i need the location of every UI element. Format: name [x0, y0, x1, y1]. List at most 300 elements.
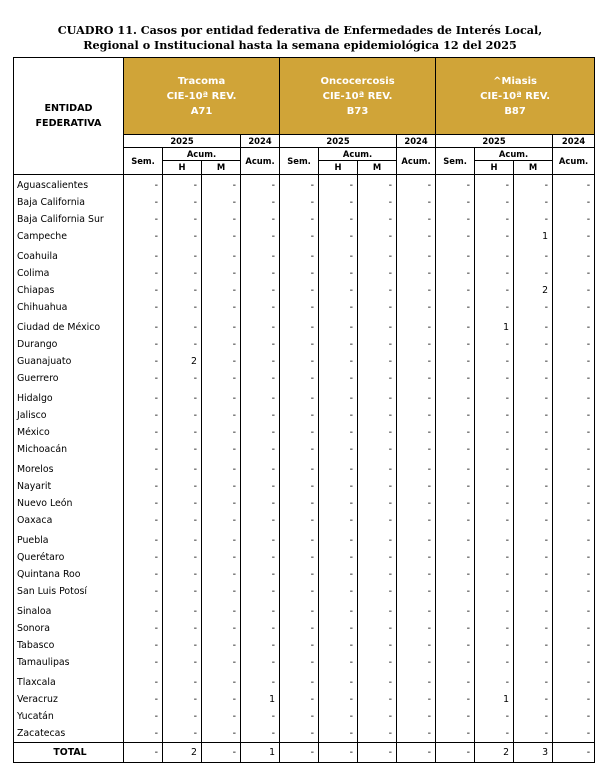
value-cell: -: [358, 512, 397, 529]
value-cell: -: [280, 674, 319, 691]
value-cell: 2: [163, 353, 202, 370]
value-cell: -: [475, 175, 514, 195]
value-cell: -: [319, 299, 358, 316]
value-cell: -: [280, 175, 319, 195]
value-cell: -: [163, 424, 202, 441]
value-cell: -: [280, 194, 319, 211]
entity-name: Puebla: [14, 532, 124, 549]
entity-name: Baja California Sur: [14, 211, 124, 228]
value-cell: -: [319, 674, 358, 691]
value-cell: -: [397, 424, 436, 441]
value-cell: -: [436, 654, 475, 671]
acum-header: Acum.: [397, 148, 436, 175]
value-cell: -: [436, 353, 475, 370]
value-cell: -: [124, 248, 163, 265]
disease-header-oncocercosis: [280, 58, 436, 135]
value-cell: -: [397, 336, 436, 353]
value-cell: -: [124, 265, 163, 282]
value-cell: -: [514, 461, 553, 478]
value-cell: -: [241, 299, 280, 316]
value-cell: -: [553, 583, 595, 600]
value-cell: -: [358, 708, 397, 725]
value-cell: -: [124, 512, 163, 529]
value-cell: -: [397, 228, 436, 245]
value-cell: -: [280, 512, 319, 529]
value-cell: -: [280, 549, 319, 566]
value-cell: -: [280, 265, 319, 282]
value-cell: -: [241, 583, 280, 600]
value-cell: -: [280, 532, 319, 549]
value-cell: -: [280, 461, 319, 478]
entity-name: Nayarit: [14, 478, 124, 495]
value-cell: -: [241, 228, 280, 245]
disease-code: B73: [346, 105, 369, 117]
table-row: [14, 299, 595, 316]
value-cell: -: [397, 603, 436, 620]
table-row: [14, 441, 595, 458]
value-cell: -: [358, 441, 397, 458]
value-cell: -: [202, 620, 241, 637]
value-cell: -: [241, 441, 280, 458]
value-cell: -: [436, 583, 475, 600]
entity-name: Querétaro: [14, 549, 124, 566]
value-cell: -: [553, 691, 595, 708]
value-cell: -: [202, 424, 241, 441]
value-cell: -: [241, 424, 280, 441]
value-cell: -: [514, 441, 553, 458]
value-cell: -: [397, 353, 436, 370]
value-cell: -: [319, 566, 358, 583]
value-cell: -: [319, 248, 358, 265]
value-cell: -: [358, 566, 397, 583]
entity-name: Guerrero: [14, 370, 124, 387]
value-cell: -: [436, 299, 475, 316]
value-cell: -: [202, 265, 241, 282]
value-cell: -: [241, 708, 280, 725]
table-row: [14, 353, 595, 370]
value-cell: -: [397, 461, 436, 478]
value-cell: -: [475, 211, 514, 228]
value-cell: -: [475, 708, 514, 725]
table-row: [14, 532, 595, 549]
value-cell: -: [397, 654, 436, 671]
value-cell: -: [280, 370, 319, 387]
m-header: M: [358, 161, 397, 175]
value-cell: -: [553, 674, 595, 691]
value-cell: -: [241, 211, 280, 228]
table-row: [14, 319, 595, 336]
year-2024-header: 2024: [397, 135, 436, 148]
value-cell: -: [124, 532, 163, 549]
value-cell: -: [124, 175, 163, 195]
value-cell: -: [436, 336, 475, 353]
table-row: [14, 461, 595, 478]
value-cell: -: [358, 691, 397, 708]
value-cell: -: [202, 603, 241, 620]
value-cell: -: [163, 336, 202, 353]
value-cell: -: [514, 319, 553, 336]
value-cell: -: [475, 566, 514, 583]
value-cell: -: [358, 654, 397, 671]
value-cell: -: [202, 407, 241, 424]
value-cell: -: [202, 512, 241, 529]
value-cell: -: [514, 495, 553, 512]
value-cell: -: [280, 691, 319, 708]
value-cell: -: [280, 390, 319, 407]
value-cell: -: [163, 248, 202, 265]
table-row: [14, 566, 595, 583]
value-cell: -: [553, 495, 595, 512]
disease-name: ^Miasis: [493, 75, 537, 87]
value-cell: -: [397, 512, 436, 529]
value-cell: -: [553, 299, 595, 316]
value-cell: -: [280, 407, 319, 424]
value-cell: -: [358, 725, 397, 743]
value-cell: -: [553, 175, 595, 195]
value-cell: -: [553, 353, 595, 370]
value-cell: -: [163, 495, 202, 512]
value-cell: -: [280, 336, 319, 353]
value-cell: -: [280, 566, 319, 583]
value-cell: -: [241, 637, 280, 654]
value-cell: -: [319, 461, 358, 478]
value-cell: -: [436, 211, 475, 228]
value-cell: -: [280, 441, 319, 458]
value-cell: -: [241, 532, 280, 549]
value-cell: -: [475, 725, 514, 743]
value-cell: -: [280, 495, 319, 512]
value-cell: -: [436, 441, 475, 458]
table-row: [14, 637, 595, 654]
value-cell: -: [241, 461, 280, 478]
value-cell: -: [319, 424, 358, 441]
value-cell: -: [397, 211, 436, 228]
value-cell: -: [397, 725, 436, 743]
value-cell: -: [436, 691, 475, 708]
value-cell: -: [124, 637, 163, 654]
value-cell: -: [163, 566, 202, 583]
value-cell: -: [163, 390, 202, 407]
value-cell: -: [397, 194, 436, 211]
value-cell: -: [241, 603, 280, 620]
value-cell: -: [358, 620, 397, 637]
m-header: M: [514, 161, 553, 175]
value-cell: -: [202, 299, 241, 316]
value-cell: -: [319, 441, 358, 458]
value-cell: -: [475, 353, 514, 370]
table-row: [14, 424, 595, 441]
value-cell: -: [514, 674, 553, 691]
value-cell: -: [319, 407, 358, 424]
value-cell: -: [475, 637, 514, 654]
value-cell: -: [553, 211, 595, 228]
value-cell: -: [358, 637, 397, 654]
value-cell: -: [241, 674, 280, 691]
value-cell: -: [124, 319, 163, 336]
total-value-cell: -: [553, 743, 595, 763]
value-cell: -: [358, 478, 397, 495]
value-cell: -: [397, 390, 436, 407]
entity-name: Quintana Roo: [14, 566, 124, 583]
value-cell: -: [514, 175, 553, 195]
value-cell: -: [436, 282, 475, 299]
value-cell: -: [124, 390, 163, 407]
value-cell: -: [358, 265, 397, 282]
value-cell: -: [202, 654, 241, 671]
value-cell: -: [202, 478, 241, 495]
value-cell: -: [202, 674, 241, 691]
value-cell: -: [514, 336, 553, 353]
value-cell: -: [163, 461, 202, 478]
value-cell: -: [319, 691, 358, 708]
value-cell: -: [163, 407, 202, 424]
value-cell: -: [553, 512, 595, 529]
value-cell: -: [163, 211, 202, 228]
value-cell: -: [202, 549, 241, 566]
value-cell: -: [163, 603, 202, 620]
value-cell: -: [241, 175, 280, 195]
h-header: H: [319, 161, 358, 175]
value-cell: -: [202, 282, 241, 299]
value-cell: -: [124, 211, 163, 228]
h-header: H: [163, 161, 202, 175]
value-cell: -: [163, 478, 202, 495]
value-cell: -: [241, 319, 280, 336]
value-cell: -: [553, 441, 595, 458]
value-cell: -: [514, 603, 553, 620]
acum-header: Acum.: [241, 148, 280, 175]
value-cell: -: [163, 708, 202, 725]
value-cell: -: [358, 390, 397, 407]
table-row: [14, 708, 595, 725]
sem-header: Sem.: [436, 148, 475, 175]
value-cell: -: [358, 583, 397, 600]
value-cell: -: [514, 248, 553, 265]
value-cell: -: [553, 708, 595, 725]
value-cell: -: [163, 532, 202, 549]
value-cell: -: [514, 265, 553, 282]
value-cell: -: [397, 478, 436, 495]
entity-name: Tlaxcala: [14, 674, 124, 691]
value-cell: -: [241, 407, 280, 424]
disease-code: A71: [190, 105, 213, 117]
value-cell: -: [553, 566, 595, 583]
entity-name: Yucatán: [14, 708, 124, 725]
value-cell: -: [241, 495, 280, 512]
value-cell: -: [397, 708, 436, 725]
value-cell: -: [319, 175, 358, 195]
value-cell: -: [241, 248, 280, 265]
value-cell: 1: [475, 319, 514, 336]
value-cell: -: [358, 424, 397, 441]
value-cell: -: [436, 194, 475, 211]
entity-name: Morelos: [14, 461, 124, 478]
entity-name: Chiapas: [14, 282, 124, 299]
table-row: [14, 495, 595, 512]
table-body: [14, 175, 595, 763]
value-cell: -: [280, 708, 319, 725]
m-header: M: [202, 161, 241, 175]
value-cell: -: [202, 637, 241, 654]
value-cell: -: [553, 532, 595, 549]
value-cell: -: [475, 336, 514, 353]
value-cell: -: [397, 319, 436, 336]
value-cell: -: [280, 583, 319, 600]
value-cell: -: [436, 495, 475, 512]
value-cell: -: [514, 725, 553, 743]
value-cell: -: [397, 691, 436, 708]
value-cell: -: [202, 708, 241, 725]
value-cell: -: [124, 566, 163, 583]
value-cell: -: [436, 512, 475, 529]
value-cell: -: [124, 478, 163, 495]
value-cell: -: [241, 336, 280, 353]
value-cell: -: [397, 282, 436, 299]
value-cell: -: [124, 282, 163, 299]
value-cell: -: [475, 549, 514, 566]
value-cell: -: [202, 175, 241, 195]
entity-column-header: ENTIDAD FEDERATIVA: [14, 58, 124, 175]
disease-header-tracoma: [124, 58, 280, 135]
value-cell: -: [163, 512, 202, 529]
value-cell: -: [553, 424, 595, 441]
value-cell: -: [553, 228, 595, 245]
value-cell: -: [436, 674, 475, 691]
value-cell: -: [202, 566, 241, 583]
value-cell: -: [358, 194, 397, 211]
value-cell: -: [397, 495, 436, 512]
table-row: [14, 282, 595, 299]
value-cell: -: [514, 299, 553, 316]
value-cell: -: [553, 319, 595, 336]
value-cell: -: [397, 674, 436, 691]
value-cell: -: [163, 654, 202, 671]
table-row: [14, 583, 595, 600]
value-cell: -: [280, 353, 319, 370]
value-cell: -: [124, 654, 163, 671]
total-value-cell: -: [280, 743, 319, 763]
disease-cie: CIE-10ª REV.: [166, 90, 237, 102]
total-value-cell: 1: [241, 743, 280, 763]
entity-name: Tamaulipas: [14, 654, 124, 671]
value-cell: -: [514, 583, 553, 600]
value-cell: -: [436, 407, 475, 424]
value-cell: -: [202, 370, 241, 387]
value-cell: -: [241, 282, 280, 299]
value-cell: -: [358, 532, 397, 549]
value-cell: -: [358, 299, 397, 316]
entity-name: Sonora: [14, 620, 124, 637]
entity-name: Guanajuato: [14, 353, 124, 370]
value-cell: -: [436, 549, 475, 566]
value-cell: 1: [514, 228, 553, 245]
table-row: [14, 407, 595, 424]
value-cell: -: [475, 248, 514, 265]
value-cell: -: [397, 248, 436, 265]
value-cell: -: [241, 194, 280, 211]
value-cell: -: [241, 370, 280, 387]
table-row: [14, 265, 595, 282]
table-title: [0, 23, 600, 53]
value-cell: -: [241, 512, 280, 529]
value-cell: -: [475, 282, 514, 299]
value-cell: -: [280, 211, 319, 228]
total-value-cell: 3: [514, 743, 553, 763]
value-cell: -: [358, 407, 397, 424]
entity-name: Durango: [14, 336, 124, 353]
table-row: [14, 603, 595, 620]
value-cell: -: [124, 407, 163, 424]
total-value-cell: -: [202, 743, 241, 763]
value-cell: -: [163, 228, 202, 245]
value-cell: -: [280, 637, 319, 654]
value-cell: -: [475, 390, 514, 407]
value-cell: -: [514, 708, 553, 725]
value-cell: -: [514, 549, 553, 566]
value-cell: -: [319, 282, 358, 299]
entity-name: Veracruz: [14, 691, 124, 708]
value-cell: -: [163, 583, 202, 600]
table-row: [14, 336, 595, 353]
year-2024-header: 2024: [553, 135, 595, 148]
value-cell: -: [553, 620, 595, 637]
value-cell: -: [202, 441, 241, 458]
value-cell: -: [319, 390, 358, 407]
value-cell: -: [124, 353, 163, 370]
value-cell: -: [514, 370, 553, 387]
value-cell: -: [553, 637, 595, 654]
value-cell: -: [319, 512, 358, 529]
value-cell: -: [514, 424, 553, 441]
value-cell: -: [397, 175, 436, 195]
table-row: [14, 620, 595, 637]
value-cell: -: [202, 248, 241, 265]
acum-header: Acum.: [319, 148, 397, 161]
value-cell: -: [124, 194, 163, 211]
value-cell: -: [202, 532, 241, 549]
table-row: [14, 674, 595, 691]
value-cell: 1: [475, 691, 514, 708]
value-cell: -: [514, 407, 553, 424]
disease-code: B87: [504, 105, 526, 117]
value-cell: -: [397, 620, 436, 637]
value-cell: -: [553, 603, 595, 620]
value-cell: -: [124, 725, 163, 743]
value-cell: -: [319, 603, 358, 620]
value-cell: -: [124, 549, 163, 566]
entity-name: San Luis Potosí: [14, 583, 124, 600]
entity-name: Nuevo León: [14, 495, 124, 512]
value-cell: -: [163, 194, 202, 211]
value-cell: -: [358, 603, 397, 620]
value-cell: -: [475, 228, 514, 245]
total-value-cell: -: [358, 743, 397, 763]
entity-name: México: [14, 424, 124, 441]
value-cell: -: [514, 532, 553, 549]
entity-name: Aguascalientes: [14, 175, 124, 195]
value-cell: -: [202, 194, 241, 211]
value-cell: -: [397, 532, 436, 549]
value-cell: -: [475, 299, 514, 316]
value-cell: -: [475, 495, 514, 512]
value-cell: -: [280, 248, 319, 265]
total-value-cell: 2: [163, 743, 202, 763]
value-cell: -: [514, 211, 553, 228]
value-cell: -: [436, 319, 475, 336]
year-2025-header: 2025: [436, 135, 553, 148]
value-cell: -: [319, 708, 358, 725]
value-cell: -: [124, 620, 163, 637]
